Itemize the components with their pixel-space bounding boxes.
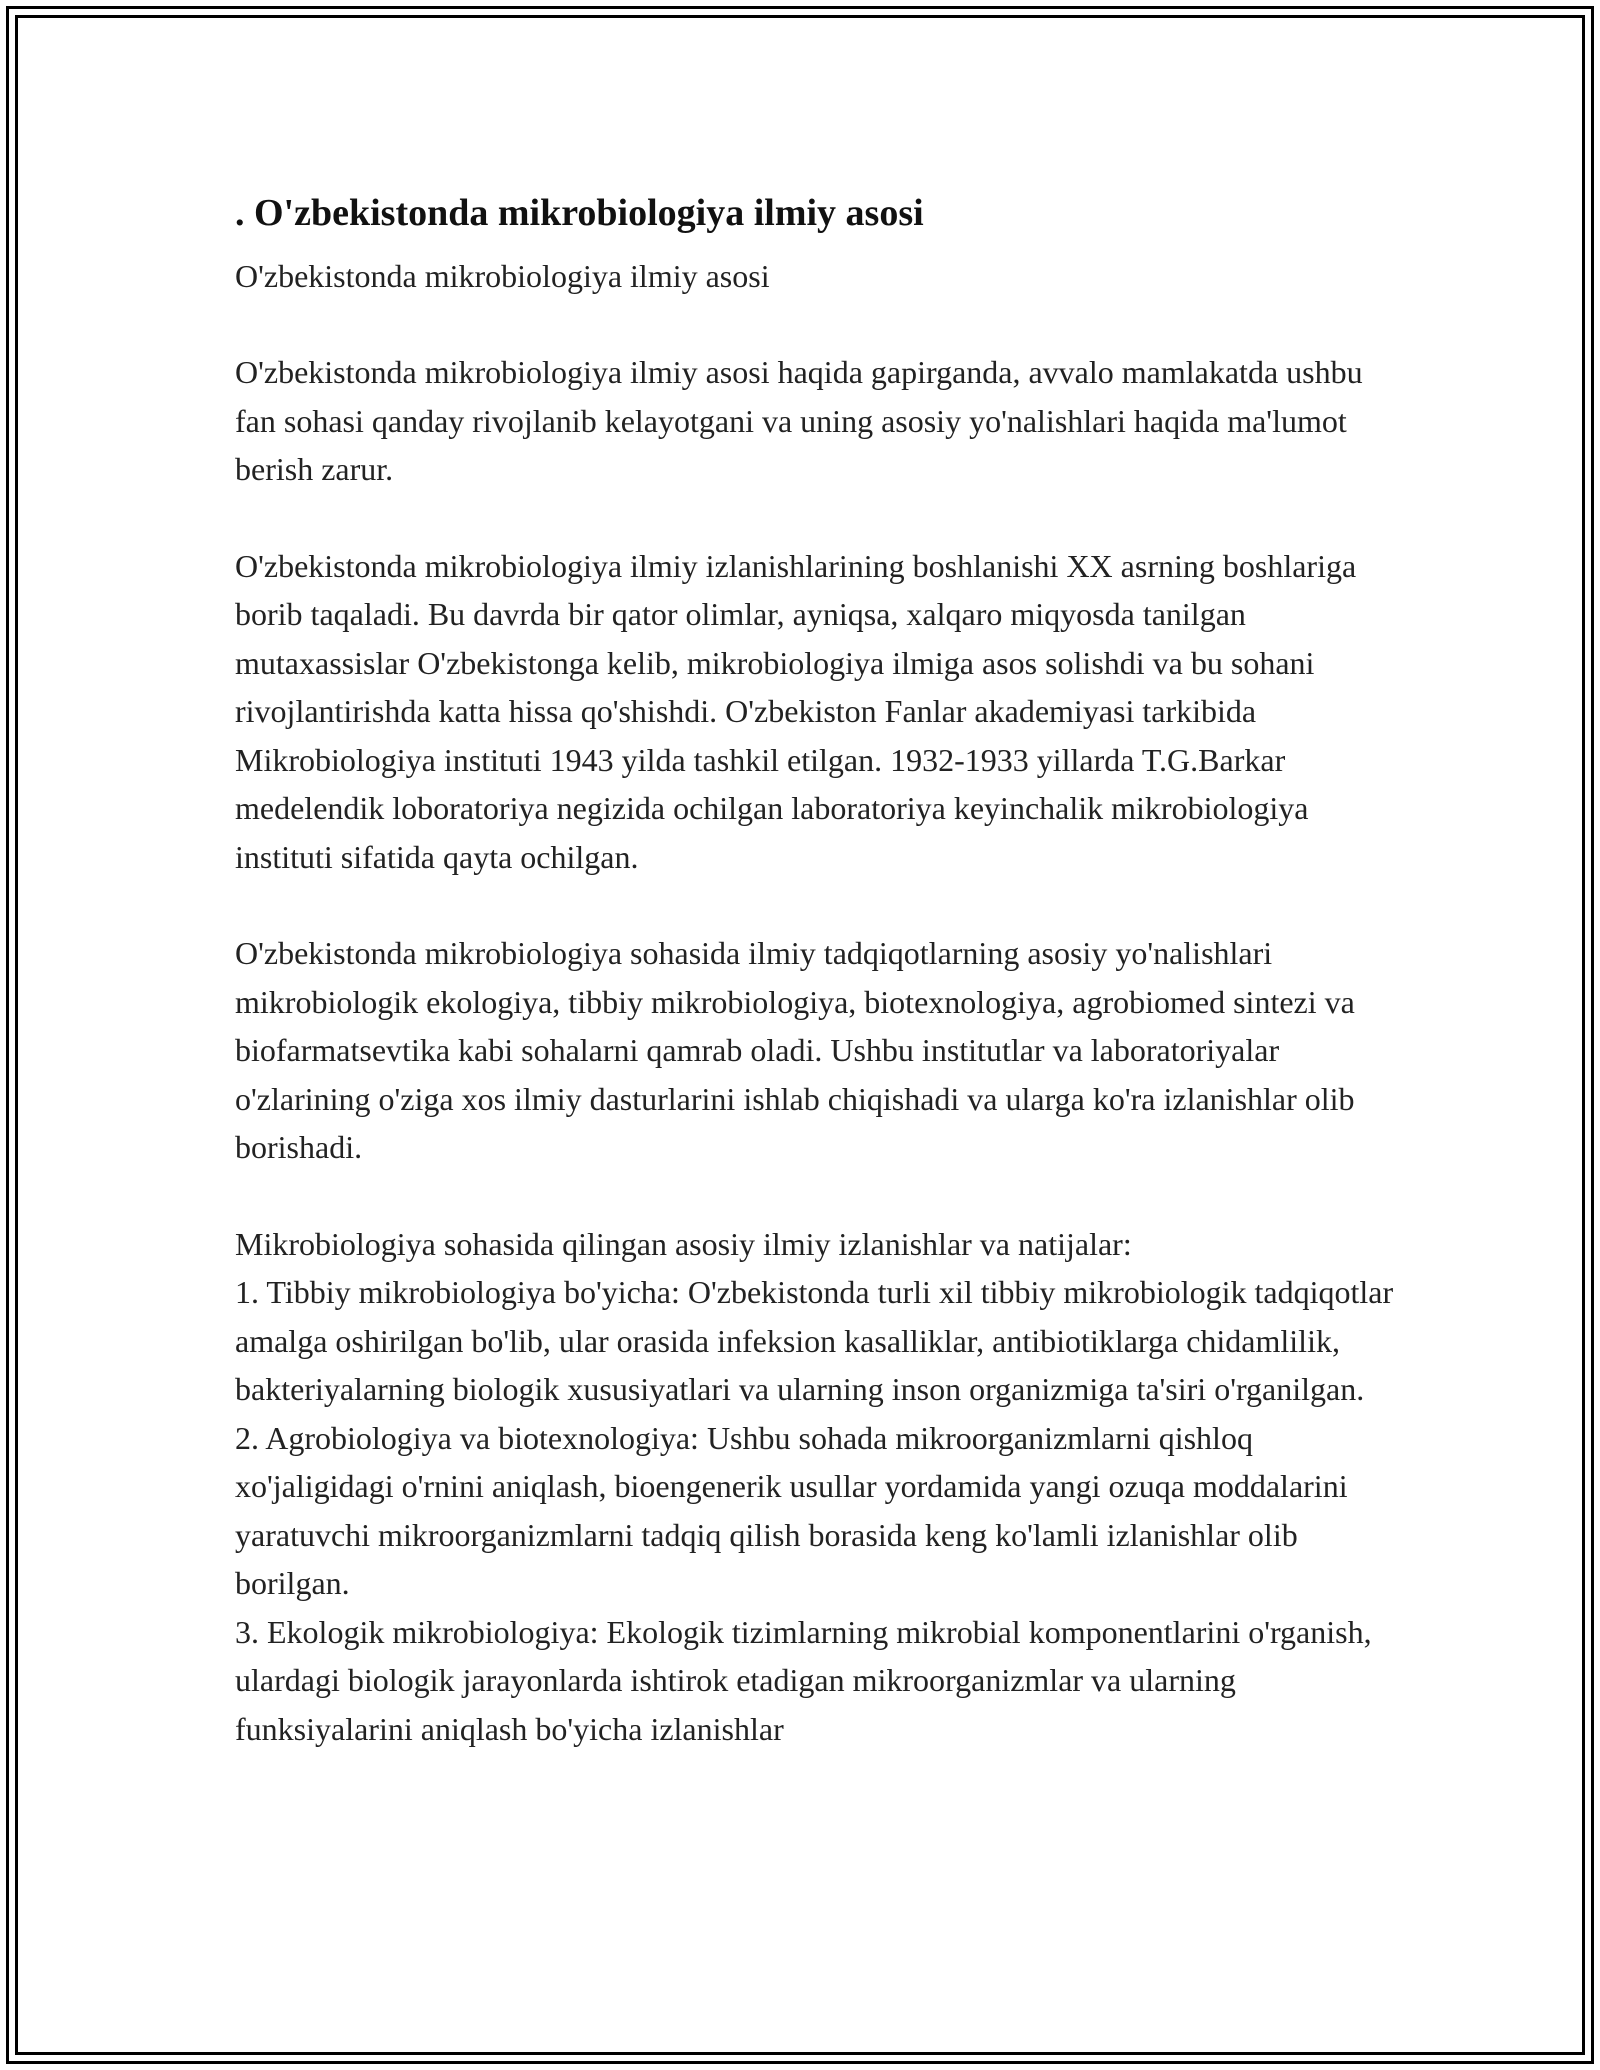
results-list-intro: Mikrobiologiya sohasida qilingan asosiy ilmiy izlanishlar va natijalar: bbox=[235, 1225, 1132, 1262]
paragraph-directions: O'zbekistonda mikrobiologiya sohasida ilmiy tadqiqotlarning asosiy yo'nalishlari mikrobiologik ekologiya, tibbiy mikrobiologiya, biotexnologiya, agrobiomed sintezi va biofarmatsevtika kabi sohalarni qamrab oladi. Ushbu institutlar va laboratoriyalar o'zlarining o'ziga xos ilmiy dasturlarini ishlab chiqishadi va ularga ko'ra izlanishlar olib borishadi. bbox=[235, 935, 1355, 1165]
results-list bbox=[235, 1220, 1400, 1754]
list-item: 3. Ekologik mikrobiologiya: Ekologik tizimlarning mikrobial komponentlarini o'rganish, ulardagi biologik jarayonlarda ishtirok etadigan mikroorganizmlar va ularning funksiyalarini aniqlash bo'yicha izlanishlar bbox=[235, 1613, 1372, 1747]
list-item: 2. Agrobiologiya va biotexnologiya: Ushbu sohada mikroorganizmlarni qishloq xo'jaligidagi o'rnini aniqlash, bioengenerik usullar yordamida yangi ozuqa moddalarini yaratuvchi mikroorganizmlarni tadqiq qilish borasida keng ko'lamli izlanishlar olib borilgan. bbox=[235, 1419, 1348, 1601]
document-title: . O'zbekistonda mikrobiologiya ilmiy asosi bbox=[235, 192, 924, 234]
paragraph-intro: O'zbekistonda mikrobiologiya ilmiy asosi haqida gapirganda, avvalo mamlakatda ushbu fan sohasi qanday rivojlanib kelayotgani va uning asosiy yo'nalishlari haqida ma'lumot berish zarur. bbox=[235, 354, 1363, 487]
list-item: 1. Tibbiy mikrobiologiya bo'yicha: O'zbekistonda turli xil tibbiy mikrobiologik tadqiqotlar amalga oshirilgan bo'lib, ular orasida infeksion kasalliklar, antibiotiklarga chidamlilik, bakteriyalarning biologik xususiyatlari va ularning inson organizmiga ta'siri o'rganilgan. bbox=[235, 1274, 1394, 1407]
paragraph-history: O'zbekistonda mikrobiologiya ilmiy izlanishlarining boshlanishi XX asrning boshlariga borib taqaladi. Bu davrda bir qator olimlar, ayniqsa, xalqaro miqyosda tanilgan mutaxassislar O'zbekistonga kelib, mikrobiologiya ilmiga asos solishdi va bu sohani rivojlantirishda katta hissa qo'shishdi. O'zbekiston Fanlar akademiyasi tarkibida Mikrobiologiya instituti 1943 yilda tashkil etilgan. 1932-1933 yillarda T.G.Barkar medelendik loboratoriya negizida ochilgan laboratoriya keyinchalik mikrobiologiya instituti sifatida qayta ochilgan. bbox=[235, 547, 1357, 875]
document-page bbox=[235, 186, 1400, 1753]
document-subtitle: O'zbekistonda mikrobiologiya ilmiy asosi bbox=[235, 258, 770, 294]
